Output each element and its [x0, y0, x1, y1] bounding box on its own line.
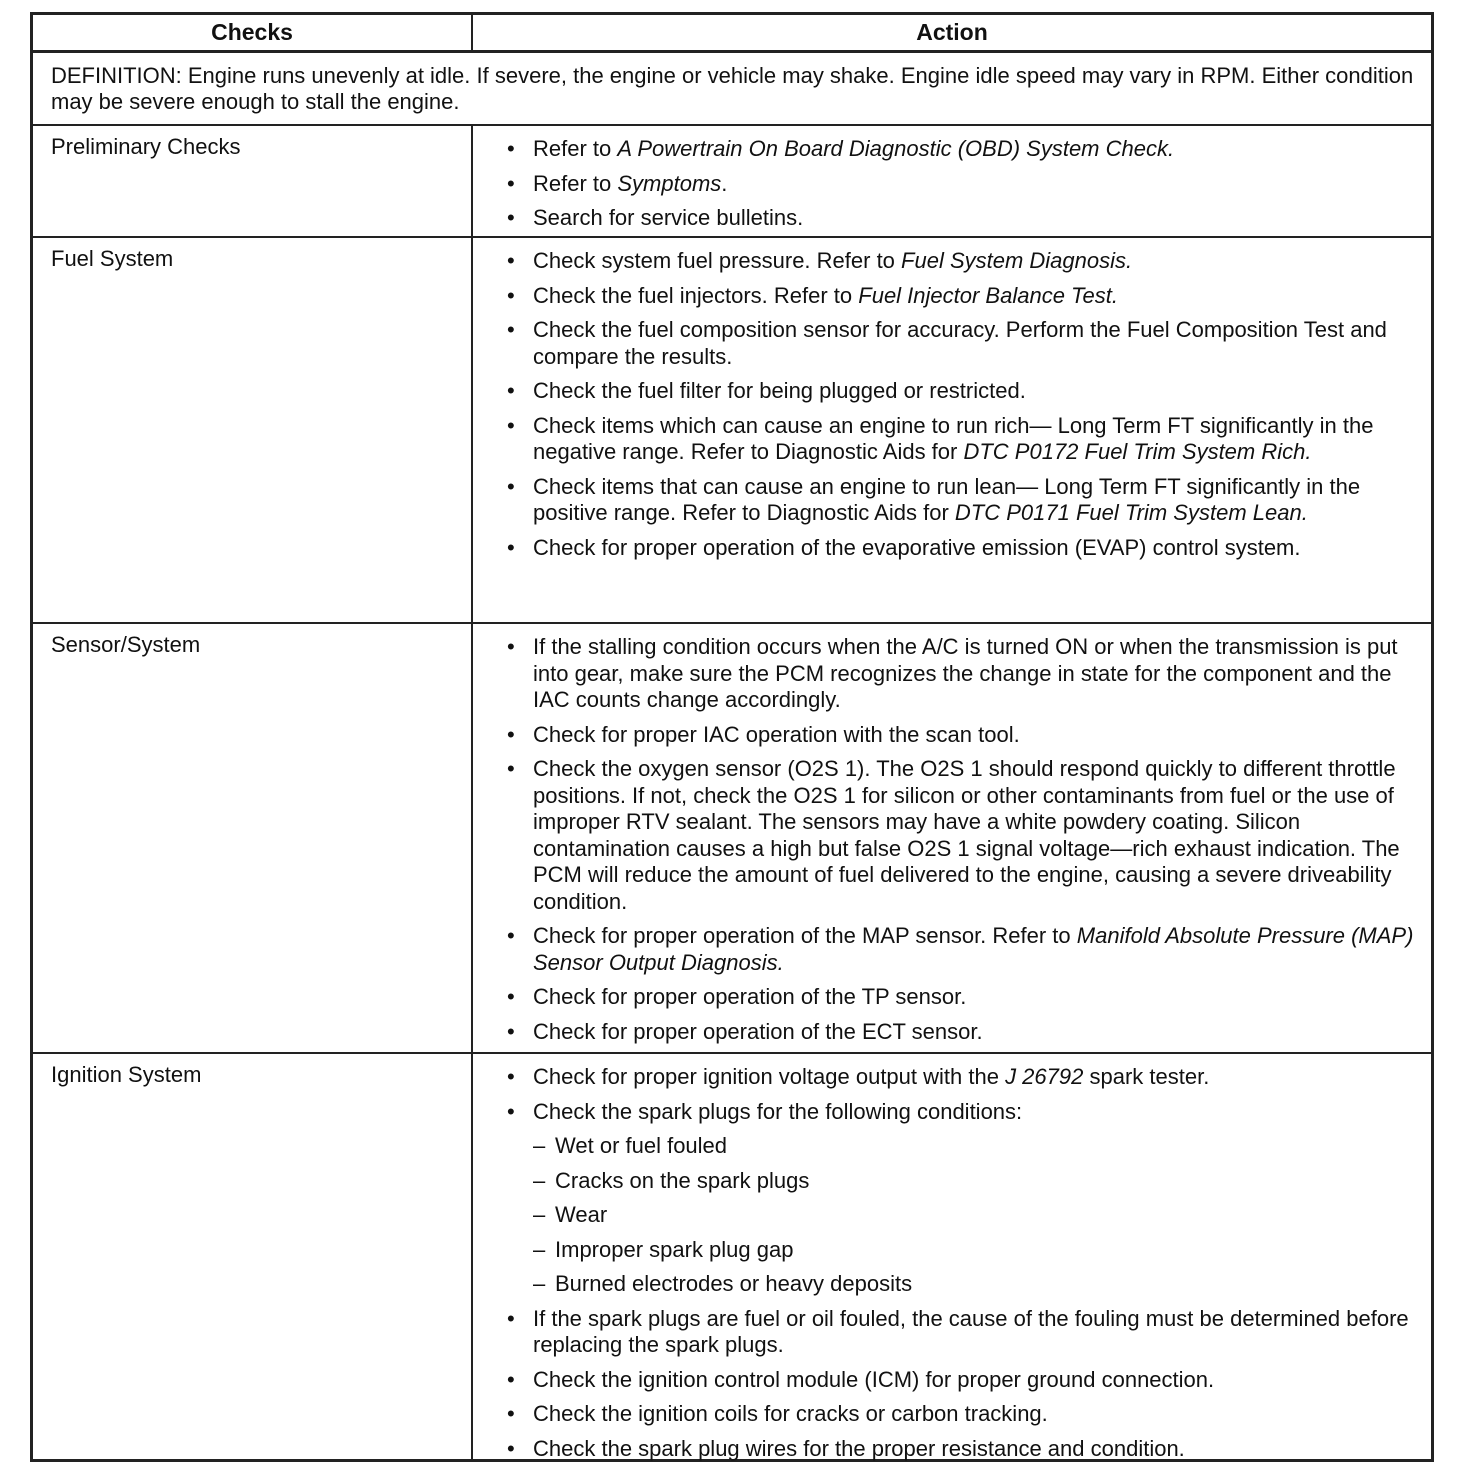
- dash-icon: –: [533, 1236, 546, 1262]
- action-item: [505, 205, 1419, 232]
- table-row-sensor-system: [33, 624, 1431, 1054]
- bullet-icon: •: [507, 756, 515, 781]
- action-text: Check the spark plug wires for the proper resistance and condition.: [533, 1435, 1185, 1461]
- bullet-icon: •: [507, 205, 515, 230]
- action-text: Check the fuel injectors. Refer to: [533, 282, 859, 308]
- header-action: Action: [473, 15, 1431, 53]
- action-text: Refer to: [533, 170, 618, 196]
- action-item: [505, 474, 1419, 527]
- action-item: [505, 1019, 1419, 1046]
- action-text-suffix: spark tester.: [1083, 1064, 1210, 1089]
- bullet-icon: •: [507, 317, 515, 342]
- check-label: Ignition System: [33, 1054, 473, 1459]
- dash-icon: –: [533, 1133, 546, 1158]
- action-text: Check the spark plugs for the following conditions:: [533, 1098, 1023, 1124]
- action-text: Check the fuel composition sensor for accuracy. Perform the Fuel Composition Test and compare the results.: [533, 317, 1387, 369]
- action-text: Check for proper operation of the evaporative emission (EVAP) control system.: [533, 534, 1301, 560]
- bullet-icon: •: [507, 1064, 515, 1089]
- check-label: Fuel System: [33, 238, 473, 622]
- bullet-icon: •: [507, 1366, 515, 1392]
- action-item: [505, 413, 1419, 466]
- dash-icon: –: [533, 1202, 546, 1227]
- check-label: Sensor/System: [33, 624, 473, 1052]
- action-text: If the spark plugs are fuel or oil fouled, the cause of the fouling must be determined before replacing the spark plugs.: [533, 1305, 1409, 1357]
- action-item: [505, 248, 1419, 275]
- bullet-icon: •: [507, 282, 515, 308]
- definition-text: DEFINITION: Engine runs unevenly at idle. If severe, the engine or vehicle may shake. Engine idle speed may vary in RPM. Either condition may be severe enough to stall the engine.: [33, 53, 1431, 126]
- action-subitem: [505, 1237, 1419, 1264]
- action-item: [505, 171, 1419, 198]
- bullet-icon: •: [507, 1098, 515, 1124]
- action-reference: Fuel Injector Balance Test.: [858, 282, 1118, 308]
- action-reference: Manifold Absolute Pressure (MAP) Sensor Output Diagnosis.: [533, 923, 1414, 975]
- action-item: [505, 984, 1419, 1011]
- action-subitem: [505, 1133, 1419, 1160]
- action-text: Check for proper operation of the MAP sensor. Refer to: [533, 923, 1077, 948]
- bullet-icon: •: [507, 473, 515, 499]
- action-text: Check for proper operation of the ECT sensor.: [533, 1018, 983, 1044]
- bullet-icon: •: [507, 248, 515, 273]
- subitem-text: Improper spark plug gap: [555, 1236, 794, 1262]
- action-item: [505, 283, 1419, 310]
- action-reference: DTC P0172 Fuel Trim System Rich.: [963, 439, 1312, 464]
- table-row-ignition-system: [33, 1054, 1431, 1459]
- action-text: If the stalling condition occurs when the A/C is turned ON or when the transmission is put into gear, make sure the PCM recognizes the change in state for the component and the IAC counts change accordingly.: [533, 634, 1398, 712]
- action-text: Search for service bulletins.: [533, 205, 804, 230]
- diagnostic-table: [30, 12, 1434, 1462]
- action-item: [505, 535, 1419, 562]
- action-item: [505, 1306, 1419, 1359]
- table-row-fuel-system: [33, 238, 1431, 624]
- action-text: Check system fuel pressure. Refer to: [533, 248, 902, 273]
- header-checks: Checks: [33, 15, 473, 53]
- bullet-icon: •: [507, 1018, 515, 1044]
- action-item: [505, 1099, 1419, 1126]
- bullet-icon: •: [507, 378, 515, 403]
- table-row-preliminary: [33, 126, 1431, 238]
- subitem-text: Wear: [555, 1202, 608, 1227]
- action-text: Check items which can cause an engine to run rich— Long Term FT significantly in the negative range. Refer to Diagnostic Aids for: [533, 412, 1374, 464]
- action-item: [505, 1401, 1419, 1428]
- action-text: Check items that can cause an engine to run lean— Long Term FT significantly in the positive range. Refer to Diagnostic Aids for: [533, 473, 1361, 525]
- action-item: [505, 1367, 1419, 1394]
- action-list: [473, 1054, 1431, 1470]
- bullet-icon: •: [507, 1401, 515, 1426]
- action-item: [505, 317, 1419, 370]
- bullet-icon: •: [507, 412, 515, 438]
- check-label: Preliminary Checks: [33, 126, 473, 236]
- dash-icon: –: [533, 1167, 546, 1193]
- action-text: Check the oxygen sensor (O2S 1). The O2S 1 should respond quickly to different throttle positions. If not, check the O2S 1 for silicon or other contaminants from fuel or the use of improper RTV sealant. The sensors may have a white powdery coating. Silicon contamination causes a high but false O2S 1 signal voltage—rich exhaust indication. The PCM will reduce the amount of fuel delivered to the engine, causing a severe driveability condition.: [533, 756, 1400, 914]
- bullet-icon: •: [507, 136, 515, 161]
- action-item: [505, 378, 1419, 405]
- action-item: [505, 1436, 1419, 1463]
- bullet-icon: •: [507, 1435, 515, 1461]
- bullet-icon: •: [507, 534, 515, 560]
- action-reference: DTC P0171 Fuel Trim System Lean.: [954, 500, 1308, 525]
- action-text: Check the ignition coils for cracks or carbon tracking.: [533, 1401, 1048, 1426]
- action-reference: Fuel System Diagnosis.: [901, 248, 1133, 273]
- action-reference: J 26792: [1005, 1064, 1084, 1089]
- bullet-icon: •: [507, 923, 515, 948]
- bullet-icon: •: [507, 721, 515, 747]
- action-item: [505, 923, 1419, 976]
- action-item: [505, 1064, 1419, 1091]
- action-subitem: [505, 1168, 1419, 1195]
- subitem-text: Wet or fuel fouled: [555, 1133, 728, 1158]
- action-text: Refer to: [533, 136, 618, 161]
- subitem-text: Burned electrodes or heavy deposits: [555, 1271, 913, 1296]
- action-subitem: [505, 1271, 1419, 1298]
- action-text: Check the fuel filter for being plugged or restricted.: [533, 378, 1026, 403]
- bullet-icon: •: [507, 1305, 515, 1331]
- action-list: [473, 624, 1431, 1053]
- action-item: [505, 756, 1419, 915]
- action-reference: A Powertrain On Board Diagnostic (OBD) System Check.: [617, 136, 1175, 161]
- action-item: [505, 722, 1419, 749]
- action-text-suffix: .: [721, 170, 728, 196]
- subitem-text: Cracks on the spark plugs: [555, 1167, 810, 1193]
- bullet-icon: •: [507, 984, 515, 1009]
- action-text: Check for proper ignition voltage output with the: [533, 1064, 1006, 1089]
- action-list: [473, 238, 1431, 569]
- action-item: [505, 136, 1419, 163]
- action-text: Check for proper operation of the TP sensor.: [533, 984, 967, 1009]
- action-item: [505, 634, 1419, 714]
- bullet-icon: •: [507, 634, 515, 659]
- action-text: Check the ignition control module (ICM) for proper ground connection.: [533, 1366, 1215, 1392]
- action-reference: Symptoms: [617, 170, 722, 196]
- action-text: Check for proper IAC operation with the scan tool.: [533, 721, 1020, 747]
- dash-icon: –: [533, 1271, 546, 1296]
- action-list: [473, 126, 1431, 240]
- action-subitem: [505, 1202, 1419, 1229]
- bullet-icon: •: [507, 170, 515, 196]
